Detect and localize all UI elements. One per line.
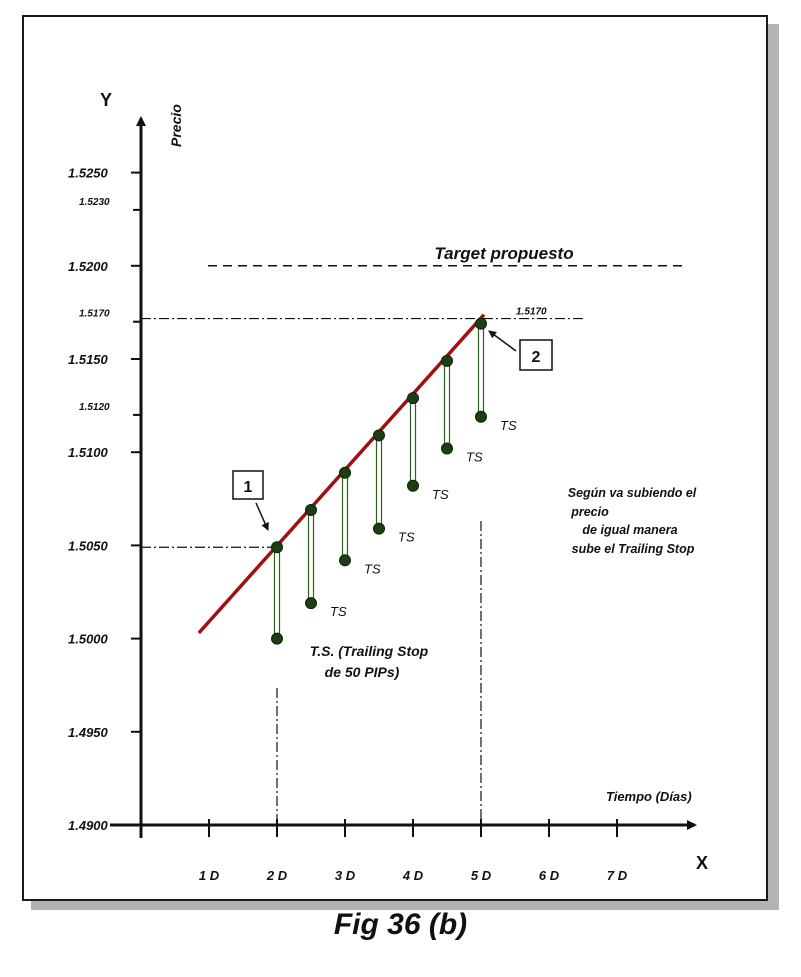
x-tick-label: 1 D	[198, 868, 220, 883]
stop-connector	[479, 324, 484, 417]
stop-connector	[411, 398, 416, 486]
ts-label: TS	[398, 529, 415, 545]
x-tick-label: 4 D	[402, 868, 424, 883]
trailing-stops	[272, 318, 517, 644]
price-point	[306, 504, 317, 515]
price-point	[442, 355, 453, 366]
ts-label: TS	[432, 486, 449, 502]
price-point	[340, 467, 351, 478]
price-point	[408, 393, 419, 404]
target-label: Target propuesto	[434, 243, 574, 263]
ts-label: TS	[500, 417, 517, 433]
x-tick-label: 3 D	[334, 868, 356, 883]
y-tick-label: 1.4900	[68, 818, 108, 833]
y-tick-label: 1.5170	[79, 308, 110, 320]
marker-1	[233, 471, 268, 530]
price-point	[476, 318, 487, 329]
x-ticks	[199, 819, 628, 883]
x-tick-label: 6 D	[538, 868, 560, 883]
stop-point	[306, 598, 317, 609]
stop-connector	[377, 435, 382, 528]
stop-connector	[309, 510, 314, 603]
marker-2-label: 2	[531, 349, 541, 366]
marker-1-label: 1	[243, 479, 253, 496]
y-tick-label: 1.5120	[79, 401, 110, 413]
x-tick-label: 7 D	[606, 868, 628, 883]
y-tick-label: 1.5150	[68, 352, 108, 367]
x-axis-label: Tiempo (Días)	[606, 789, 692, 804]
x-tick-label: 5 D	[470, 868, 492, 883]
ts-label: TS	[466, 449, 483, 465]
y-tick-label: 1.4950	[68, 724, 108, 740]
y-tick-label: 1.5000	[68, 631, 108, 647]
explanation-line-2: precio	[571, 505, 609, 519]
ts-label: TS	[364, 561, 381, 577]
explanation-line-1: Según va subiendo el	[567, 486, 697, 500]
stop-point	[476, 411, 487, 422]
figure-caption: Fig 36 (b)	[333, 908, 468, 941]
ts-note-line-2: de 50 PIPs)	[324, 664, 400, 680]
stop-point	[374, 523, 385, 534]
stop-connector	[445, 361, 450, 449]
y-tick-label: 1.5230	[79, 196, 110, 208]
peak-price-label: 1.5170	[516, 306, 547, 318]
x-tick-label: 2 D	[266, 868, 288, 883]
x-axis-letter: X	[696, 853, 709, 873]
price-point	[374, 430, 385, 441]
y-tick-label: 1.5050	[68, 538, 108, 554]
y-axis-letter: Y	[100, 90, 113, 110]
y-tick-label: 1.5250	[68, 165, 108, 181]
price-point	[272, 542, 283, 553]
stop-connector	[275, 547, 280, 638]
y-tick-label: 1.5100	[68, 445, 108, 461]
stop-point	[408, 480, 419, 491]
explanation-line-4: sube el Trailing Stop	[571, 542, 695, 556]
stop-point	[272, 633, 283, 644]
stop-point	[340, 555, 351, 566]
stop-point	[442, 443, 453, 454]
ts-label: TS	[330, 604, 347, 620]
marker-2-arrow	[489, 331, 516, 351]
y-tick-label: 1.5200	[68, 258, 108, 274]
explanation-note	[568, 486, 697, 556]
marker-2	[489, 331, 552, 370]
trailing-stop-note	[310, 643, 429, 680]
marker-1-arrow	[256, 503, 268, 530]
y-axis-label: Precio	[168, 104, 184, 147]
stop-connector	[343, 473, 348, 561]
explanation-line-3: de igual manera	[582, 523, 678, 537]
ts-note-line-1: T.S. (Trailing Stop	[309, 643, 429, 659]
y-ticks	[68, 166, 141, 833]
